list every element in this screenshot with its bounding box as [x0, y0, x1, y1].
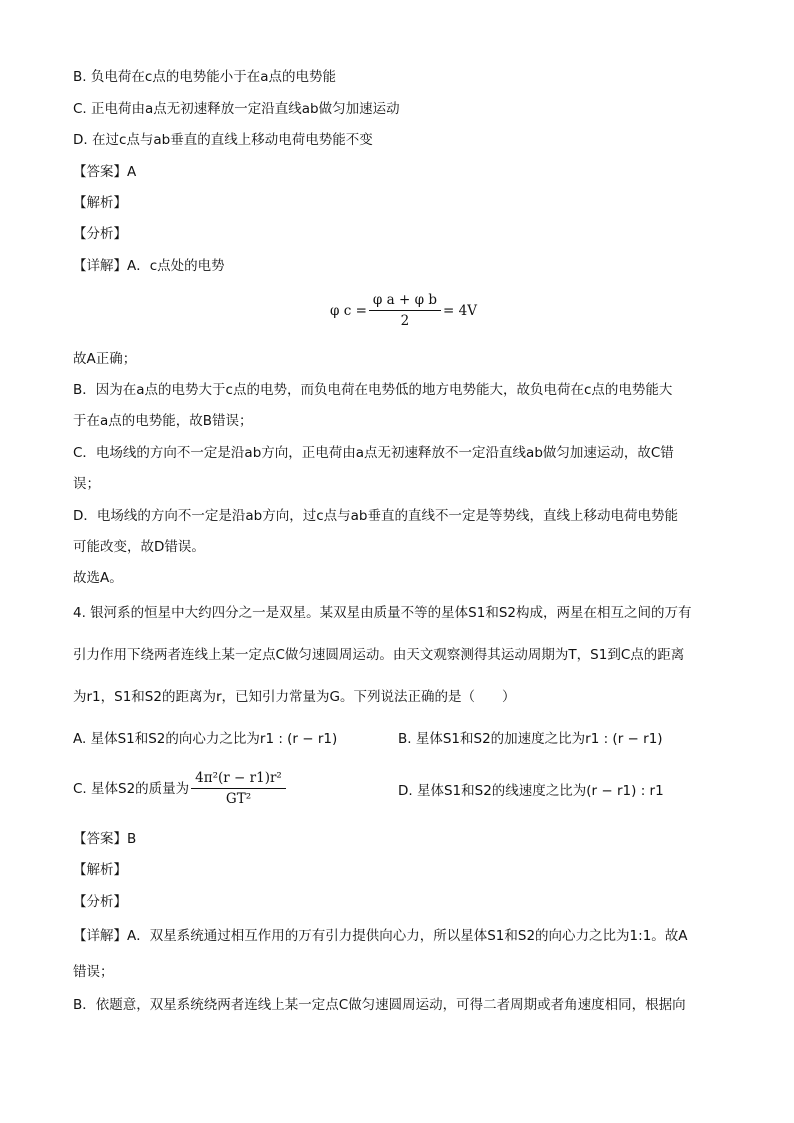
q4-stem-line2: 引力作用下绕两者连线上某一定点C做匀速圆周运动。由天文观察测得其运动周期为T，S1到C点的距离 — [73, 647, 685, 663]
q3-b-line2: 于在a点的电势能，故B错误； — [73, 413, 253, 429]
q3-fenxi-label: 【分析】 — [73, 226, 127, 242]
q3-d-line1: D．电场线的方向不一定是沿ab方向，过c点与ab垂直的直线不一定是等势线，直线上移动电荷电势能 — [73, 508, 679, 524]
q4-detail-a-line2: 错误； — [73, 964, 114, 980]
q3-choose: 故选A。 — [73, 570, 123, 586]
formula-denominator: 2 — [400, 313, 410, 329]
q4-detail-b-line1: B．依题意，双星系统绕两者连线上某一定点C做匀速圆周运动，可得二者周期或者角速度相同，根据向 — [73, 997, 686, 1013]
q4-fenxi-label: 【分析】 — [73, 894, 127, 910]
q4-option-c-numerator: 4π²(r − r1)r² — [191, 770, 286, 789]
q4-detail-a-line1: 【详解】A．双星系统通过相互作用的万有引力提供向心力，所以星体S1和S2的向心力之比为1:1。故A — [73, 928, 688, 944]
q4-answer: 【答案】B — [73, 831, 137, 847]
q3-answer: 【答案】A — [73, 164, 137, 180]
q3-option-c: C. 正电荷由a点无初速释放一定沿直线ab做匀加速运动 — [73, 101, 400, 117]
formula-rhs: = 4V — [443, 302, 477, 319]
q4-option-a: A. 星体S1和S2的向心力之比为r1 : (r − r1) — [73, 731, 338, 747]
q4-stem-line1: 4. 银河系的恒星中大约四分之一是双星。某双星由质量不等的星体S1和S2构成，两星在相互之间的万有 — [73, 605, 692, 621]
q3-b-line1: B．因为在a点的电势大于c点的电势，而负电荷在电势低的地方电势能大，故负电荷在c点的电势能大 — [73, 382, 673, 398]
q4-option-d: D. 星体S1和S2的线速度之比为(r − r1) : r1 — [398, 783, 664, 799]
q3-option-b: B. 负电荷在c点的电势能小于在a点的电势能 — [73, 69, 337, 85]
q4-option-b: B. 星体S1和S2的加速度之比为r1 : (r − r1) — [398, 731, 663, 747]
q3-option-d: D. 在过c点与ab垂直的直线上移动电荷电势能不变 — [73, 132, 373, 148]
q3-d-line2: 可能改变，故D错误。 — [73, 539, 205, 555]
q3-detail-a: 【详解】A．c点处的电势 — [73, 258, 225, 274]
q3-c-line1: C．电场线的方向不一定是沿ab方向，正电荷由a点无初速释放不一定沿直线ab做匀加速运动，故C错 — [73, 445, 674, 461]
q3-c-line2: 误； — [73, 476, 100, 492]
q3-a-correct: 故A正确； — [73, 351, 137, 367]
q3-formula — [330, 292, 477, 329]
q4-option-c-text: C. 星体S2的质量为 — [73, 780, 190, 797]
q4-analysis-label: 【解析】 — [73, 862, 127, 878]
q4-stem-line3: 为r1，S1和S2的距离为r，已知引力常量为G。下列说法正确的是（ ） — [73, 689, 516, 705]
q4-option-c — [73, 770, 288, 807]
formula-lhs: φ c = — [330, 302, 367, 319]
q4-option-c-fraction — [191, 770, 286, 807]
formula-fraction — [369, 292, 441, 329]
q4-option-c-denominator: GT² — [225, 791, 252, 807]
formula-numerator: φ a + φ b — [369, 292, 441, 311]
q3-analysis-label: 【解析】 — [73, 195, 127, 211]
